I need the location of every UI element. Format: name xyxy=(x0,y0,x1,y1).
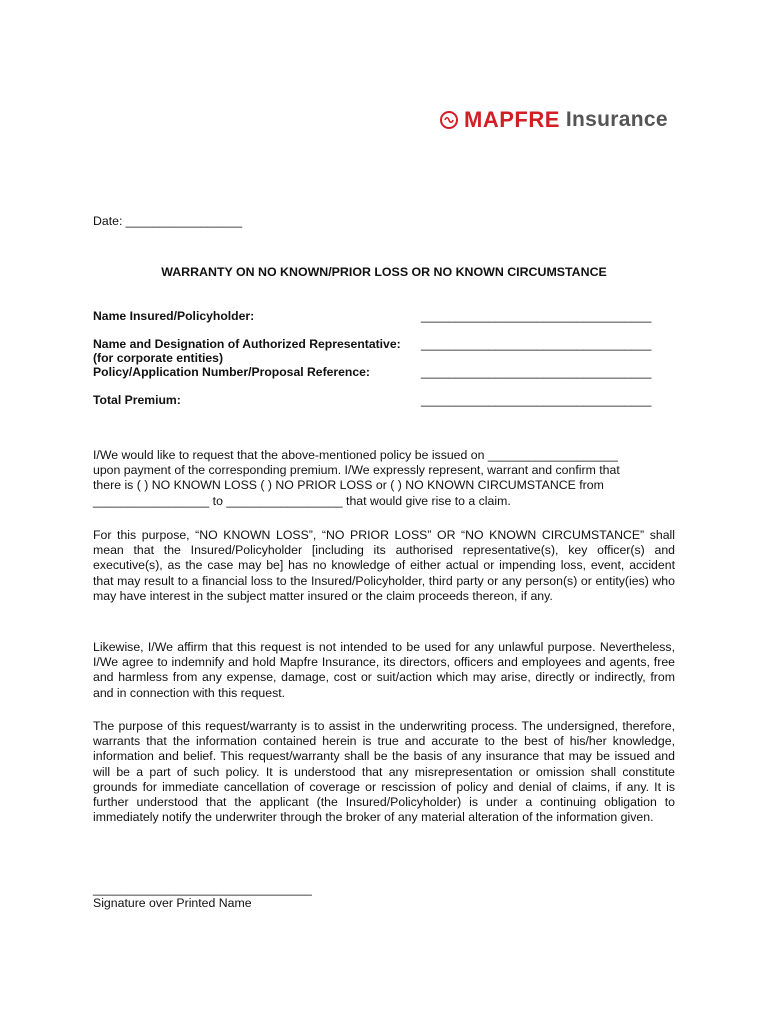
logo-suffix-text: Insurance xyxy=(565,108,668,131)
date-field[interactable]: Date: _________________ xyxy=(93,214,243,228)
field-label: Policy/Application Number/Proposal Reference: xyxy=(93,365,370,379)
paragraph-line: upon payment of the corresponding premium. I/We expressly represent, warrant and confirm that xyxy=(93,463,620,478)
paragraph-line: I/We would like to request that the above-mentioned policy be issued on ___________________ xyxy=(93,448,618,462)
document-title: WARRANTY ON NO KNOWN/PRIOR LOSS OR NO KNOWN CIRCUMSTANCE xyxy=(161,265,607,279)
paragraph-purpose xyxy=(93,719,675,825)
field-label: Name and Designation of Authorized Representative: xyxy=(93,337,401,351)
field-blank[interactable]: __________________________________ xyxy=(421,309,652,323)
paragraph-line: there is ( ) NO KNOWN LOSS ( ) NO PRIOR LOSS or ( ) NO KNOWN CIRCUMSTANCE from xyxy=(93,478,604,493)
mapfre-emblem-icon xyxy=(440,111,458,129)
mapfre-logo xyxy=(440,104,720,136)
paragraph-text: For this purpose, “NO KNOWN LOSS”, “NO PRIOR LOSS” OR “NO KNOWN CIRCUMSTANCE” shall mean that the Insured/Policyholder [including its authorised representative(s), key officer(s) and executive(s), as the case may be] has no knowledge of either actual or impending loss, event, accident that may result to a financial loss to the Insured/Policyholder, third party or any person(s) or entity(ies) who may have interest in the subject matter insured or the claim proceeds thereon, if any. xyxy=(93,528,675,603)
paragraph-definition xyxy=(93,528,675,604)
paragraph-indemnity xyxy=(93,640,675,701)
paragraph-text: The purpose of this request/warranty is to assist in the underwriting process. The undersigned, therefore, warrants that the information contained herein is true and accurate to the best of his/her knowledge, information and belief. This request/warranty shall be the basis of any insurance that may be issued and will be a part of such policy. It is understood that any misrepresentation or omission shall constitute grounds for immediate cancellation of coverage or rescission of policy and denial of claims, if any. It is further understood that the applicant (the Insured/Policyholder) is under a continuing obligation to immediately notify the underwriter through the broker of any material alteration of the information given. xyxy=(93,719,675,825)
field-blank[interactable]: __________________________________ xyxy=(421,365,652,379)
logo-brand-text: MAPFRE xyxy=(464,107,560,132)
signature-line[interactable]: ________________________________ xyxy=(93,882,312,896)
field-label: Name Insured/Policyholder: xyxy=(93,309,255,323)
paragraph-line: _________________ to _________________ that would give rise to a claim. xyxy=(93,493,511,508)
paragraph-text: Likewise, I/We affirm that this request is not intended to be used for any unlawful purpose. Nevertheless, I/We agree to indemnify and hold Mapfre Insurance, its directors, officers and employees and agents, free and harmless from any expense, damage, cost or suit/action which may arise, directly or indirectly, from and in connection with this request. xyxy=(93,640,675,700)
field-blank[interactable]: __________________________________ xyxy=(421,337,652,351)
field-label: Total Premium: xyxy=(93,393,181,407)
field-blank[interactable]: __________________________________ xyxy=(421,393,652,407)
paragraph-request xyxy=(93,448,675,509)
field-sublabel: (for corporate entities) xyxy=(93,351,224,365)
signature-label: Signature over Printed Name xyxy=(93,896,252,910)
